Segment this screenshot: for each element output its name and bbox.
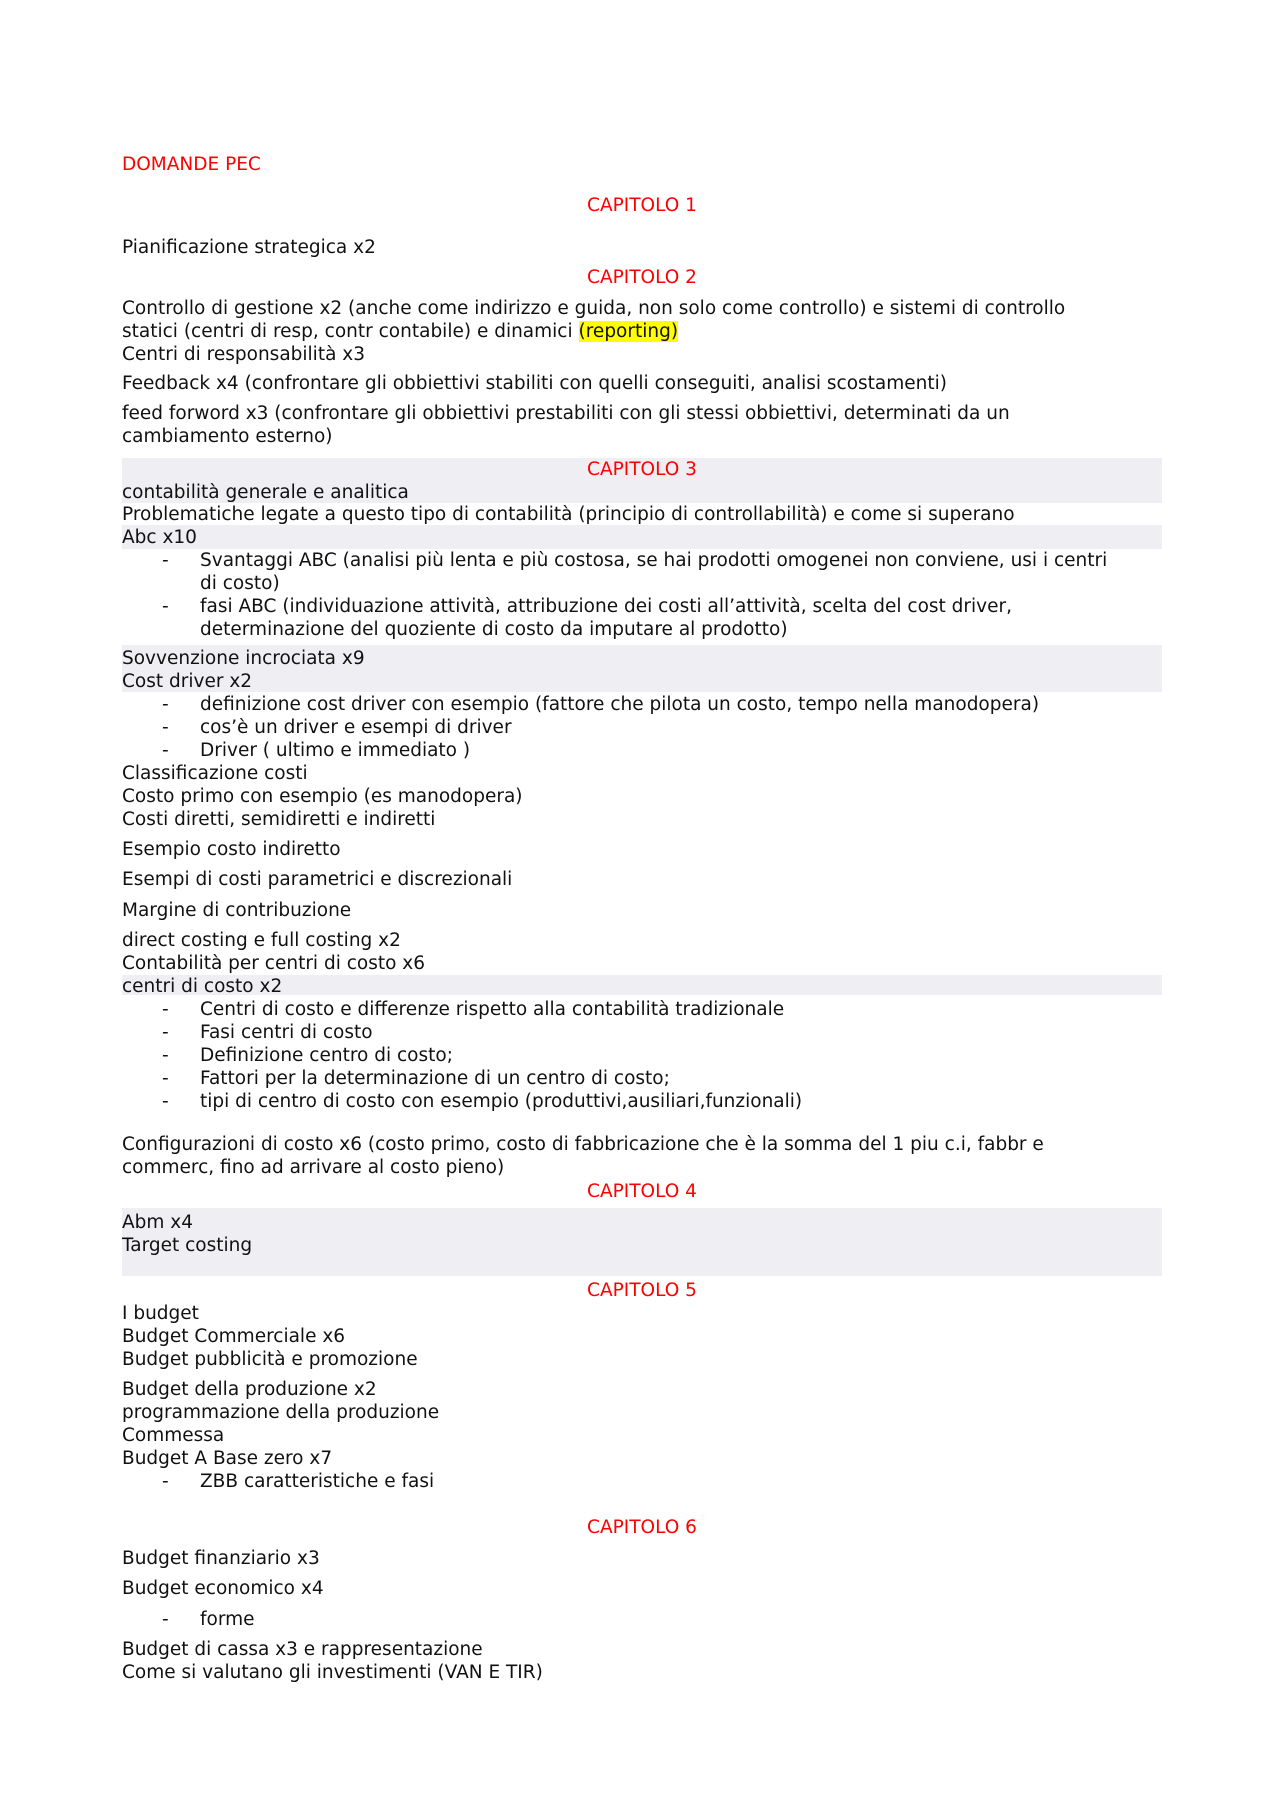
bullet-marker: - [162, 596, 169, 617]
chapter-1-heading: CAPITOLO 1 [587, 195, 697, 216]
list-item: Problematiche legate a questo tipo di contabilità (principio di controllabilità) e come si superano [122, 504, 1015, 525]
list-item: Feedback x4 (confrontare gli obbiettivi stabiliti con quelli conseguiti, analisi scostamenti) [122, 373, 948, 394]
list-item: Target costing [122, 1235, 253, 1256]
list-item [122, 320, 1162, 343]
list-item: Esempio costo indiretto [122, 839, 341, 860]
list-item: Cost driver x2 [122, 671, 253, 692]
bullet-marker: - [162, 1022, 169, 1043]
bullet-marker: - [162, 1068, 169, 1089]
list-item: Commessa [122, 1425, 225, 1446]
chapter-5-heading: CAPITOLO 5 [587, 1280, 697, 1301]
list-item: direct costing e full costing x2 [122, 930, 401, 951]
list-item: Budget finanziario x3 [122, 1548, 320, 1569]
list-item: Pianificazione strategica x2 [122, 237, 376, 258]
list-item: Costi diretti, semidiretti e indiretti [122, 809, 436, 830]
list-item: Budget pubblicità e promozione [122, 1349, 418, 1370]
bullet-marker: - [162, 1609, 169, 1630]
bullet-marker: - [162, 717, 169, 738]
chapter-4-heading: CAPITOLO 4 [587, 1181, 697, 1202]
bullet-marker: - [162, 1091, 169, 1112]
list-item: Budget A Base zero x7 [122, 1448, 333, 1469]
chapter-6-heading: CAPITOLO 6 [587, 1517, 697, 1538]
list-item: Come si valutano gli investimenti (VAN E TIR) [122, 1662, 543, 1683]
list-item: Budget della produzione x2 [122, 1379, 377, 1400]
chapter-2-heading: CAPITOLO 2 [587, 267, 697, 288]
document-page: DOMANDE PEC CAPITOLO 1 Pianificazione strategica x2 CAPITOLO 2 Controllo di gestione x2 (anche come indirizzo e guida, non solo come controllo) e sistemi di controllo statici (centri di resp, contr contabile) e dinamici (reporting) Centri di responsabilità x3 Feedback x4 (confrontare gli obbiettivi stabiliti con quelli conseguiti, analisi scostamenti) feed forword x3 (confrontare gli obbiettivi prestabiliti con gli stessi obbiettivi, determinati da un cambiamento esterno) CAPITOLO 3 contabilità generale e analitica Problematiche legate a questo tipo di contabilità (principio di controllabilità) e come si superano Abc x10 - Svantaggi ABC (analisi più lenta e più costosa, se hai prodotti omogenei non conviene, usi i centri di costo) - fasi ABC (individuazione attività, attribuzione dei costi all’attività, scelta del cost driver, determinazione del quoziente di costo da imputare al prodotto) Sovvenzione incrociata x9 Cost driver x2 - definizione cost driver con esempio (fattore che pilota un costo, tempo nella manodopera) - cos’è un driver e esempi di driver - Driver ( ultimo e immediato ) Classificazione costi Costo primo con esempio (es manodopera) Costi diretti, semidiretti e indiretti Esempio costo indiretto Esempi di costi parametrici e discrezionali Margine di contribuzione direct costing e full costing x2 Contabilità per centri di costo x6 centri di costo x2 - Centri di costo e differenze rispetto alla contabilità tradizionale - Fasi centri di costo - Definizione centro di costo; - Fattori per la determinazione di un centro di costo; - tipi di centro di costo con esempio (produttivi,ausiliari,funzionali) Configurazioni di costo x6 (costo primo, costo di fabbricazione che è la somma del 1 piu c.i, fabbr e commerc, fino ad arrivare al costo pieno) CAPITOLO 4 Abm x4 Target costing CAPITOLO 5 I budget Budget Commerciale x6 Budget pubblicità e promozione Budget della produzione x2 programmazione della produzione Commessa Budget A Base zero x7 - ZBB caratteristiche e fasi CAPITOLO 6 Budget finanziario x3 Budget economico x4 - forme Budget di cassa x3 e rappresentazione Come si valutano gli investimenti (VAN E TIR) [0, 0, 1280, 1811]
bullet-marker: - [162, 694, 169, 715]
list-item: Abc x10 [122, 527, 197, 548]
list-item: Contabilità per centri di costo x6 [122, 953, 426, 974]
document-title: DOMANDE PEC [122, 154, 261, 175]
list-item: Margine di contribuzione [122, 900, 352, 921]
list-item: Abm x4 [122, 1212, 194, 1233]
list-item: Budget economico x4 [122, 1578, 324, 1599]
list-item: Costo primo con esempio (es manodopera) [122, 786, 523, 807]
bullet-marker: - [162, 1045, 169, 1066]
list-item: Centri di responsabilità x3 [122, 344, 366, 365]
bullet-marker: - [162, 1471, 169, 1492]
list-item: commerc, fino ad arrivare al costo pieno) [122, 1157, 505, 1178]
bullet-marker: - [162, 740, 169, 761]
list-item: Budget di cassa x3 e rappresentazione [122, 1639, 483, 1660]
list-item: I budget [122, 1303, 199, 1324]
bullet-marker: - [162, 550, 169, 571]
list-item: contabilità generale e analitica [122, 482, 409, 503]
list-item: Budget Commerciale x6 [122, 1326, 346, 1347]
list-item: Controllo di gestione x2 (anche come indirizzo e guida, non solo come controllo) e sistemi di controllo [122, 298, 1066, 319]
list-item: Esempi di costi parametrici e discrezionali [122, 869, 513, 890]
list-item: Sovvenzione incrociata x9 [122, 648, 365, 669]
list-item: cambiamento esterno) [122, 426, 333, 447]
list-item: Configurazioni di costo x6 (costo primo, costo di fabbricazione che è la somma del 1 piu c.i, fabbr e [122, 1134, 1044, 1155]
bullet-marker: - [162, 999, 169, 1020]
list-item: programmazione della produzione [122, 1402, 440, 1423]
highlighted-text: (reporting) [578, 321, 679, 342]
controllo-text: statici (centri di resp, contr contabile) e dinamici [122, 321, 579, 342]
chapter-3-heading: CAPITOLO 3 [587, 459, 697, 480]
list-item: Classificazione costi [122, 763, 308, 784]
list-item: centri di costo x2 [122, 976, 283, 997]
list-item: feed forword x3 (confrontare gli obbiettivi prestabiliti con gli stessi obbiettivi, determinati da un [122, 403, 1010, 424]
